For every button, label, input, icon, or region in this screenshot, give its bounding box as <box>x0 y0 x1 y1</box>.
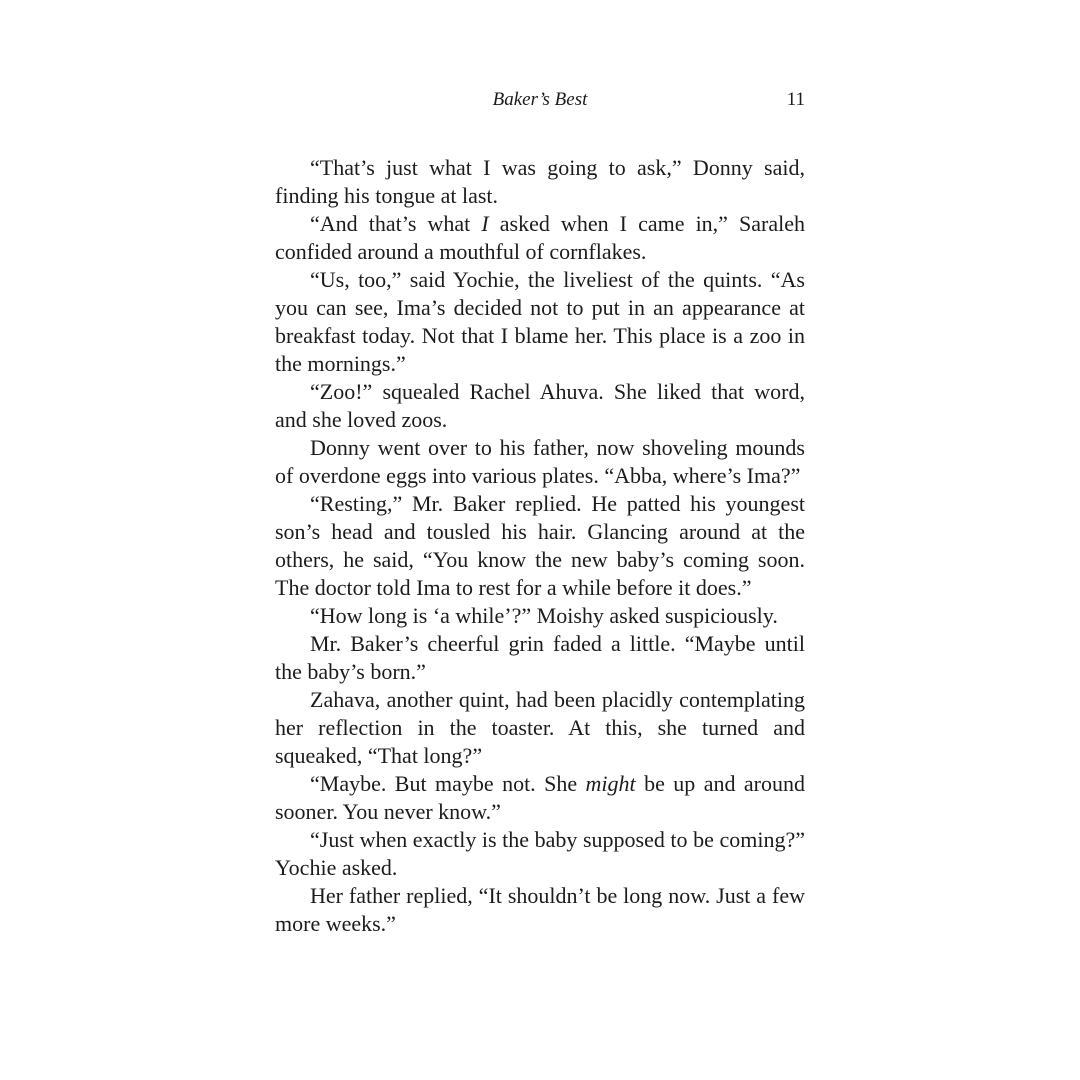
page-number: 11 <box>786 89 805 110</box>
text-run: Zahava, another quint, had been placidly contemplating her reflection in the toaster. At this, she turned and squeaked, “That long?” <box>275 687 805 768</box>
book-page <box>275 85 805 938</box>
text-run: Mr. Baker’s cheerful grin faded a little. “Maybe until the baby’s born.” <box>275 631 805 684</box>
text-run: Her father replied, “It shouldn’t be long now. Just a few more weeks.” <box>275 883 805 936</box>
paragraph <box>275 602 805 630</box>
running-title: Baker’s Best <box>492 89 588 110</box>
paragraph <box>275 770 805 826</box>
text-run: be up and around sooner. You never know.” <box>275 771 805 824</box>
text-run: Donny went over to his father, now shoveling mounds of overdone eggs into various plates. “Abba, where’s Ima?” <box>275 435 805 488</box>
running-header <box>275 85 805 115</box>
body-text <box>275 154 805 938</box>
italic-text: might <box>585 771 636 796</box>
text-run: “Just when exactly is the baby supposed to be coming?” Yochie asked. <box>275 827 805 880</box>
paragraph <box>275 434 805 490</box>
italic-text: I <box>481 211 489 236</box>
paragraph <box>275 686 805 770</box>
paragraph <box>275 154 805 210</box>
text-run: “Maybe. But maybe not. She <box>310 771 586 796</box>
paragraph <box>275 882 805 938</box>
paragraph <box>275 378 805 434</box>
text-run: “And that’s what <box>310 211 482 236</box>
paragraph <box>275 490 805 602</box>
text-run: “Us, too,” said Yochie, the liveliest of the quints. “As you can see, Ima’s decided not to put in an appearance at breakfast today. Not that I blame her. This place is a zoo in the mornings.” <box>275 267 805 376</box>
text-run: “How long is ‘a while’?” Moishy asked suspiciously. <box>310 603 778 628</box>
paragraph <box>275 630 805 686</box>
paragraph <box>275 826 805 882</box>
text-run: asked when I came in,” Saraleh confided around a mouthful of cornflakes. <box>275 211 805 264</box>
paragraph <box>275 210 805 266</box>
paragraph <box>275 266 805 378</box>
text-run: “Resting,” Mr. Baker replied. He patted his youngest son’s head and tousled his hair. Glancing around at the others, he said, “You know the new baby’s coming soon. The doctor told Ima to rest for a while before it does.” <box>275 491 805 600</box>
text-run: “That’s just what I was going to ask,” Donny said, finding his tongue at last. <box>275 155 805 208</box>
text-run: “Zoo!” squealed Rachel Ahuva. She liked that word, and she loved zoos. <box>275 379 805 432</box>
